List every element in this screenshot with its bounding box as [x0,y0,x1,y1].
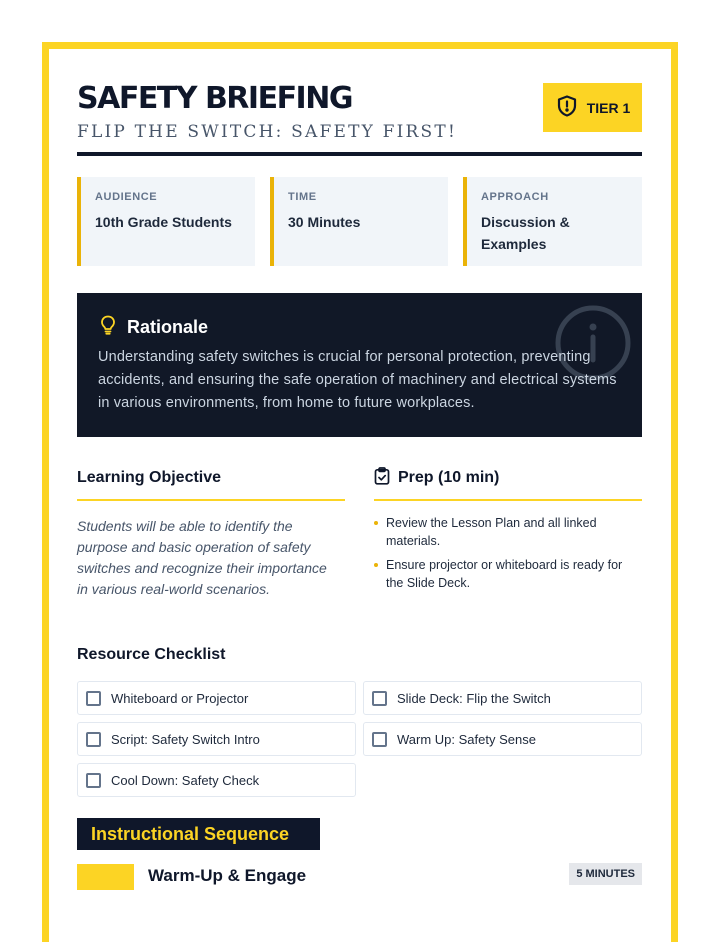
checklist-item[interactable] [77,681,356,715]
info-card-label: APPROACH [481,191,549,203]
info-cards [77,177,642,266]
info-card-time [270,177,448,266]
rationale-panel [77,293,642,437]
info-card-value: Discussion & Examples [481,214,570,252]
learning-objective-section [77,464,345,600]
rationale-heading: Rationale [127,317,209,337]
list-item: Ensure projector or whiteboard is ready for the Slide Deck. [386,556,638,592]
page-frame [42,42,678,942]
info-card-value: 10th Grade Students [95,214,232,230]
info-card-value: 30 Minutes [288,214,361,230]
header-divider [77,152,642,156]
checklist-item-label: Cool Down: Safety Check [111,772,260,788]
rationale-text: Understanding safety switches is crucial for personal protection, preventing accidents, and ensuring the safe operation of machinery and electrical systems in various environments, from home to future workplaces. [98,349,617,412]
learning-objective-text: Students will be able to identify the purpose and basic operation of safety switches and recognize their importance in various real-world scenarios. [77,518,327,597]
checklist-item[interactable] [77,722,356,756]
prep-section [374,464,642,590]
checklist-item[interactable] [363,722,642,756]
info-card-label: AUDIENCE [95,191,158,203]
checkbox[interactable] [86,691,101,706]
info-card-approach [463,177,642,266]
checklist-item-label: Script: Safety Switch Intro [111,731,260,747]
prep-title: Prep (10 min) [398,469,500,486]
step-accent-bar [77,864,134,890]
step-title: Warm-Up & Engage [148,866,307,885]
resource-checklist-title: Resource Checklist [77,646,226,663]
instructional-sequence-banner: Instructional Sequence [77,818,320,850]
checkbox[interactable] [86,732,101,747]
shield-alert-icon [555,94,579,121]
checkbox[interactable] [372,732,387,747]
list-item: Review the Lesson Plan and all linked materials. [386,514,638,550]
learning-objective-heading [77,464,345,501]
checkbox[interactable] [372,691,387,706]
lightbulb-icon [99,315,117,340]
clipboard-check-icon [374,467,390,490]
checklist-item[interactable] [77,763,356,797]
page-subtitle: FLIP THE SWITCH: SAFETY FIRST! [77,122,457,142]
learning-objective-title: Learning Objective [77,469,222,486]
info-card-audience [77,177,255,266]
checklist-item-label: Slide Deck: Flip the Switch [397,690,551,706]
tier-label: TIER 1 [586,99,631,116]
step-duration-badge: 5 MINUTES [569,863,642,885]
checklist-item-label: Whiteboard or Projector [111,690,249,706]
rationale-title [99,315,208,340]
tier-badge [543,83,642,132]
info-card-label: TIME [288,191,317,203]
checkbox[interactable] [86,773,101,788]
prep-heading [374,464,642,501]
checklist-item-label: Warm Up: Safety Sense [397,731,536,747]
checklist-item[interactable] [363,681,642,715]
page-title: SAFETY BRIEFING [77,81,352,116]
